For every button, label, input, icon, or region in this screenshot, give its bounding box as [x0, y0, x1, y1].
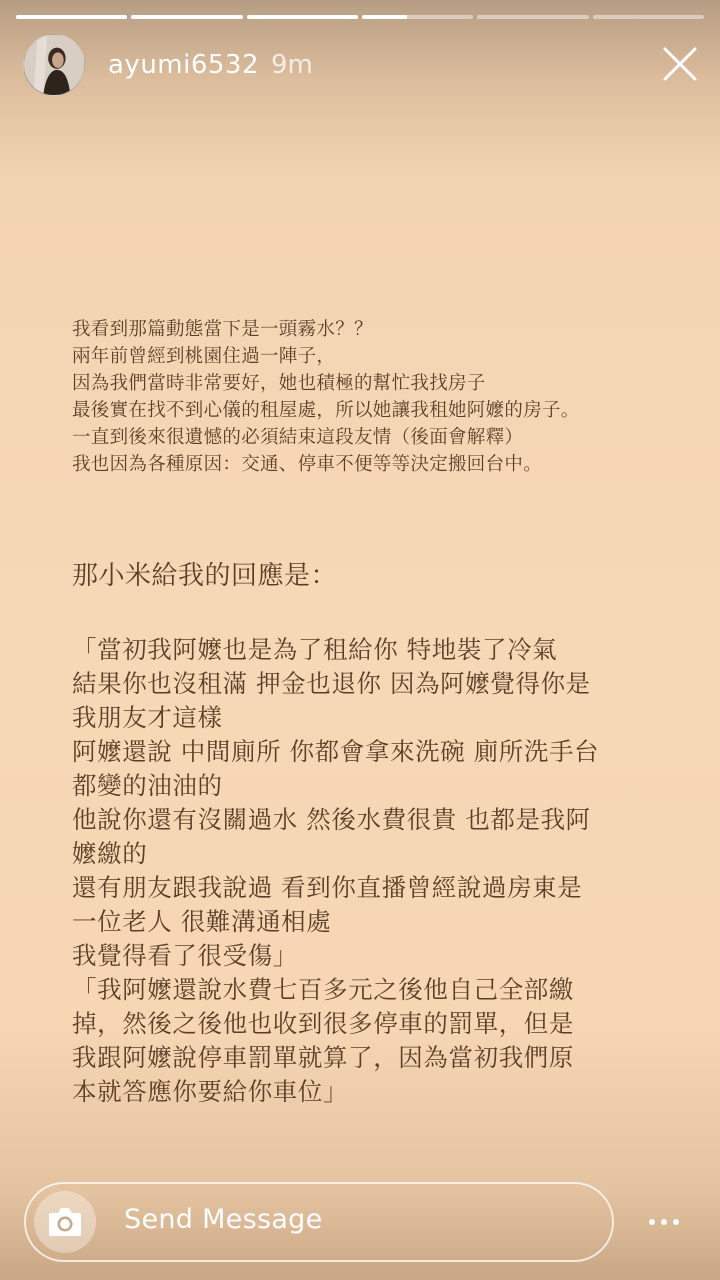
progress-segment	[362, 15, 473, 19]
progress-segment	[593, 15, 704, 19]
send-message-bar[interactable]	[24, 1182, 614, 1262]
avatar[interactable]	[23, 34, 85, 96]
close-button[interactable]	[660, 44, 700, 84]
story-quote: 「當初我阿嬤也是為了租給你 特地裝了冷氣 結果你也沒租滿 押金也退你 因為阿嬤覺得你是 我朋友才這樣 阿嬤還說 中間廁所 你都會拿來洗碗 廁所洗手台 都變的油油的 他說你還有沒關過水 然後水費很貴 也都是我阿 嬤繳的 還有朋友跟我說過 看到你直播曾經說過房東是 一位老人 很難溝通相處 我覺得看了很受傷」 「我阿嬤還說水費七百多元之後他自己全部繳 掉，然後之後他也收到很多停車的罰單，但是 我跟阿嬤說停車罰單就算了，因為當初我們原 本就答應你要給你車位」	[72, 635, 600, 1106]
username[interactable]: ayumi6532	[108, 50, 260, 80]
send-message-input[interactable]: Send Message	[124, 1204, 323, 1235]
progress-segment	[131, 15, 242, 19]
progress-segment	[247, 15, 358, 19]
story-paragraph: 我看到那篇動態當下是一頭霧水？？ 兩年前曾經到桃園住過一陣子， 因為我們當時非常要好，她也積極的幫忙我找房子 最後實在找不到心儀的租屋處，所以她讓我租她阿嬤的房子。 一直到後來很遺憾的必須結束這段友情（後面會解釋） 我也因為各種原因：交通、停車不便等等決定搬回台中。	[72, 319, 580, 475]
story-text-content	[72, 316, 682, 1109]
camera-button[interactable]	[34, 1191, 96, 1253]
story-timestamp: 9m	[271, 50, 313, 80]
close-icon	[660, 44, 700, 84]
story-progress-bar	[16, 15, 704, 19]
more-options-icon	[640, 1206, 688, 1238]
camera-icon	[47, 1205, 83, 1239]
progress-segment	[16, 15, 127, 19]
progress-segment	[477, 15, 588, 19]
story-header	[23, 34, 700, 96]
more-options-button[interactable]	[640, 1206, 688, 1238]
story-heading: 那小米給我的回應是：	[72, 561, 338, 591]
